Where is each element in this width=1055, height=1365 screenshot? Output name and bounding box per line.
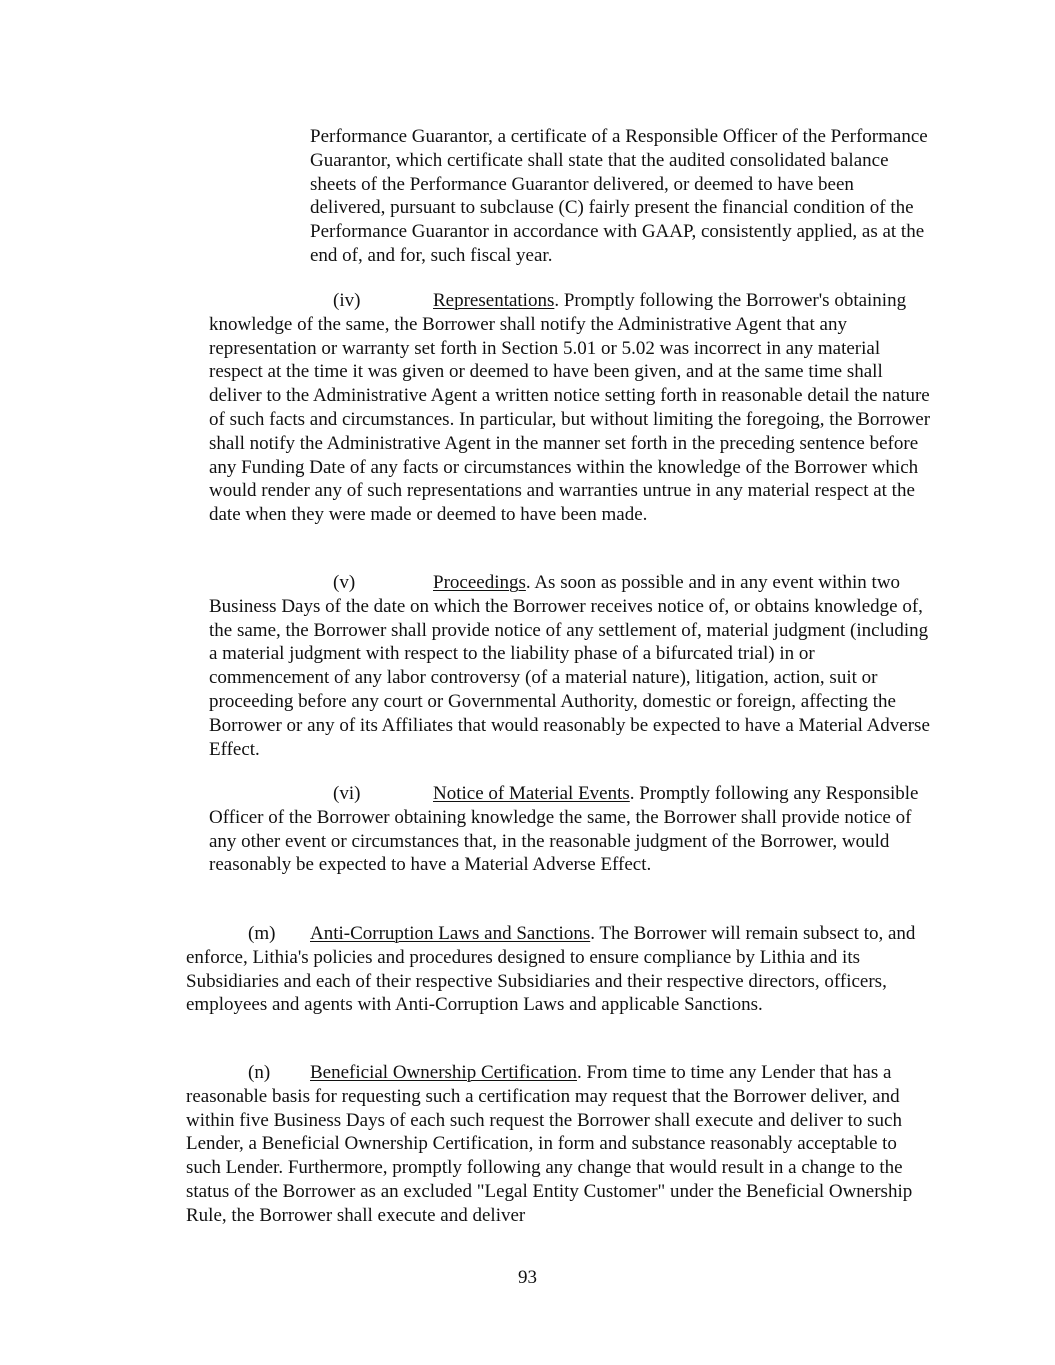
section-v-marker: (v)	[333, 572, 356, 593]
section-m-marker: (m)	[248, 923, 276, 944]
section-vi-paragraph	[209, 782, 934, 877]
section-v-paragraph	[209, 571, 934, 761]
section-vi-text: . Promptly following any Responsible Officer of the Borrower obtaining knowledge the same, the Borrower shall provide notice of any other event or circumstances that, in the reasonable judgment of the Borrower, would reasonably be expected to have a Material Adverse Effect.	[209, 783, 919, 876]
section-v-text: . As soon as possible and in any event within two Business Days of the date on which the Borrower receives notice of, or obtains knowledge of, the same, the Borrower shall provide notice of any settlement of, material judgment (including a material judgment with respect to the liability phase of a bifurcated trial) in or commencement of any labor controversy (of a material nature), litigation, action, suit or proceeding before any court or Governmental Authority, domestic or foreign, affecting the Borrower or any of its Affiliates that would reasonably be expected to have a Material Adverse Effect.	[209, 572, 930, 760]
section-v-heading: Proceedings	[433, 572, 526, 593]
continuation-paragraph	[310, 125, 930, 268]
section-iv-marker: (iv)	[333, 290, 361, 311]
section-iv-heading: Representations	[433, 290, 555, 311]
page-number: 93	[518, 1267, 537, 1288]
section-vi-marker: (vi)	[333, 783, 361, 804]
section-m-paragraph	[186, 922, 926, 1017]
continuation-text: Performance Guarantor, a certificate of a Responsible Officer of the Performance Guarantor, which certificate shall state that the audited consolidated balance sheets of the Performance Guarantor delivered, or deemed to have been delivered, pursuant to subclause (C) fairly present the financial condition of the Performance Guarantor in accordance with GAAP, consistently applied, as at the end of, and for, such fiscal year.	[310, 126, 928, 266]
section-n-text: . From time to time any Lender that has a reasonable basis for requesting such a certification may request that the Borrower deliver, and within five Business Days of each such request the Borrower shall execute and deliver to such Lender, a Beneficial Ownership Certification, in form and substance reasonably acceptable to such Lender. Furthermore, promptly following any change that would result in a change to the status of the Borrower as an excluded "Legal Entity Customer" under the Beneficial Ownership Rule, the Borrower shall execute and deliver	[186, 1062, 913, 1226]
section-m-text: . The Borrower will remain subsect to, and enforce, Lithia's policies and procedures designed to ensure compliance by Lithia and its Subsidiaries and each of their respective Subsidiaries and their respective directors, officers, employees and agents with Anti-Corruption Laws and applicable Sanctions.	[186, 923, 916, 1016]
section-m-heading: Anti-Corruption Laws and Sanctions	[310, 923, 591, 944]
section-iv-paragraph	[209, 289, 934, 527]
section-n-heading: Beneficial Ownership Certification	[310, 1062, 577, 1083]
section-n-paragraph	[186, 1061, 926, 1228]
section-n-marker: (n)	[248, 1062, 271, 1083]
section-vi-heading: Notice of Material Events	[433, 783, 630, 804]
section-iv-text: . Promptly following the Borrower's obtaining knowledge of the same, the Borrower shall notify the Administrative Agent that any representation or warranty set forth in Section 5.01 or 5.02 was incorrect in any material respect at the time it was given or deemed to have been given, and at the same time shall deliver to the Administrative Agent a written notice setting forth in reasonable detail the nature of such facts and circumstances. In particular, but without limiting the foregoing, the Borrower shall notify the Administrative Agent in the manner set forth in the preceding sentence before any Funding Date of any facts or circumstances within the knowledge of the Borrower which would render any of such representations and warranties untrue in any material respect at the date when they were made or deemed to have been made.	[209, 290, 931, 526]
